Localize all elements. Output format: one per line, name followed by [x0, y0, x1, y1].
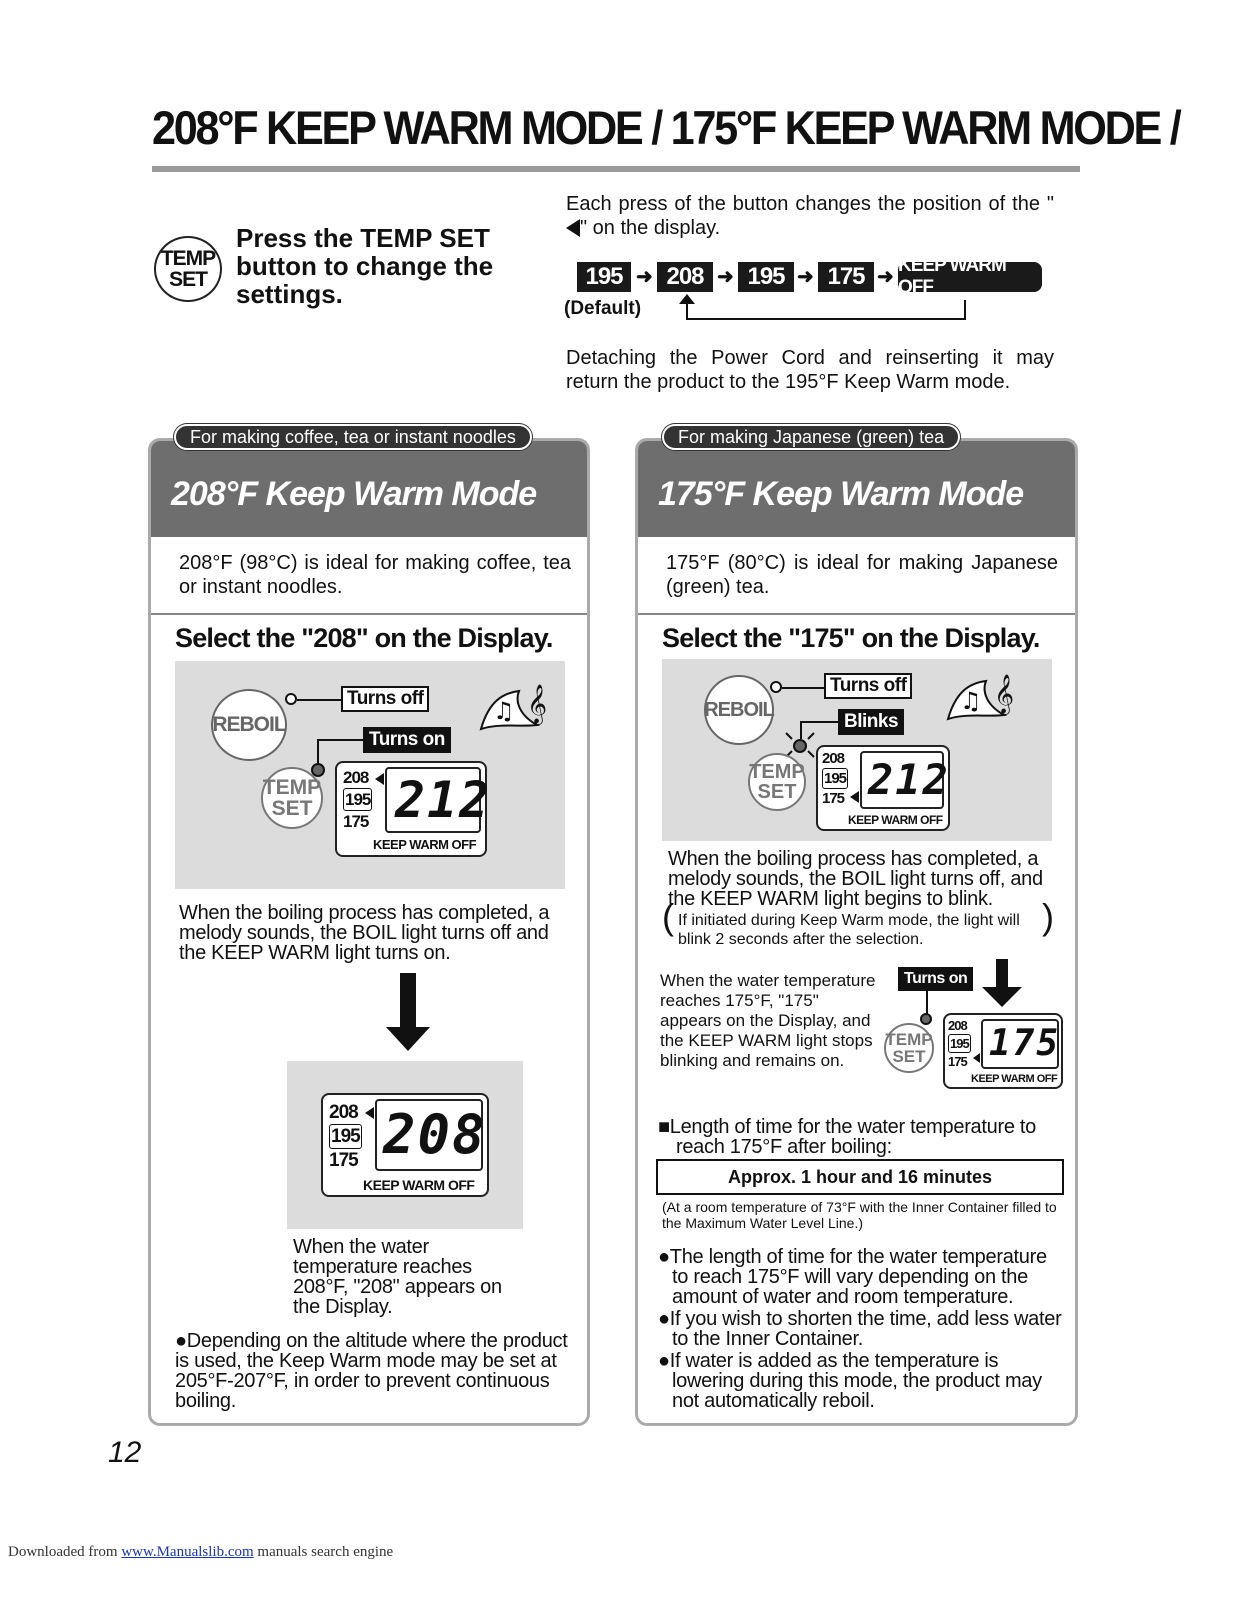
leader-line [782, 687, 826, 689]
reach-temp-text: When the water temperature reaches 175°F, "175" appears on the Display, and the KEEP WARM light stops blinking and remains on. [660, 971, 876, 1070]
temp-set-button-icon [748, 753, 806, 811]
manualslib-link[interactable]: www.Manualslib.com [121, 1544, 254, 1560]
keep-warm-off-label: KEEP WARM OFF [848, 813, 943, 827]
turns-off-label: Turns off [341, 686, 429, 712]
lcd-display [943, 1013, 1063, 1089]
page-number: 12 [108, 1436, 142, 1469]
lcd-display [335, 761, 492, 857]
default-label: (Default) [564, 298, 642, 319]
room-temp-note: (At a room temperature of 73°F with the Inner Container filled to the Maximum Water Level Line.) [662, 1199, 1057, 1231]
temp-line2: SET [271, 797, 313, 820]
leader-line [800, 721, 840, 723]
panel-description: 208°F (98°C) is ideal for making coffee, tea or instant noodles. [179, 552, 571, 598]
lcd-175: 175 [329, 1150, 358, 1171]
lcd-screen [981, 1019, 1059, 1069]
blink-note-text: If initiated during Keep Warm mode, the light will blink 2 seconds after the selection. [678, 912, 1020, 948]
lcd-display [321, 1093, 489, 1197]
lcd-screen [860, 751, 950, 809]
lcd-208: 208 [948, 1018, 967, 1033]
paren-close: ) [1042, 896, 1054, 937]
seq-arrow-icon: ➜ [877, 266, 894, 288]
lcd-temp-list [343, 767, 372, 832]
lcd-pointer-icon [973, 1053, 980, 1063]
lcd-temp-list [948, 1017, 971, 1070]
panel-title: 208°F Keep Warm Mode [171, 475, 537, 513]
press-text-a: Each press of the button changes the position of the " [566, 193, 1054, 215]
reach-temp-text: When the water temperature reaches 208°F, "208" appears on the Display. [293, 1236, 502, 1318]
svg-text:♫: ♫ [493, 697, 515, 725]
temp-set-button-icon [884, 1023, 934, 1073]
leader-line [926, 991, 928, 1015]
temp-line2: SET [757, 781, 797, 803]
bullet-item: ●If water is added as the temperature is lowering during this mode, the product may not automatically reboil. [658, 1350, 1042, 1412]
panel-rule [151, 613, 587, 615]
arrow-down-head-icon [386, 1027, 430, 1051]
lcd-175: 175 [343, 812, 369, 831]
badge-line1: TEMP [160, 247, 216, 270]
arrow-down-head-icon [982, 987, 1022, 1007]
press-text [566, 192, 1054, 240]
melody-icon [475, 671, 555, 751]
seq-arrow-icon: ➜ [797, 266, 814, 288]
lcd-readout: 212 [868, 755, 950, 804]
panel-title: 175°F Keep Warm Mode [658, 475, 1024, 513]
seq-item-195-default: 195 [577, 262, 631, 292]
boil-complete-text: When the boiling process has completed, a melody sounds, the BOIL light turns off, and the KEEP WARM light begins to blink. [668, 848, 1043, 910]
lcd-208: 208 [343, 768, 369, 787]
sequence-loop-line [686, 300, 966, 320]
lcd-screen [375, 1099, 487, 1171]
temp-set-badge [154, 236, 222, 302]
lcd-readout: 212 [395, 771, 492, 829]
keep-warm-off-label: KEEP WARM OFF [363, 1177, 475, 1193]
paren-open: ( [662, 896, 674, 937]
lcd-195: 195 [345, 790, 371, 809]
lcd-pointer-icon [375, 773, 384, 785]
blinks-label: Blinks [838, 709, 904, 735]
temp-line1: TEMP [262, 776, 322, 799]
turns-off-label: Turns off [824, 673, 912, 699]
lcd-175: 175 [948, 1054, 967, 1069]
lcd-pointer-icon [365, 1107, 374, 1119]
panel-208-mode [148, 438, 590, 1426]
footer-suffix: manuals search engine [253, 1544, 394, 1560]
svg-text:♫: ♫ [960, 687, 982, 715]
bullet-item: ●The length of time for the water temperature to reach 175°F will vary depending on the amount of water and room temperature. [658, 1246, 1047, 1308]
lcd-208: 208 [822, 750, 845, 767]
page-title: 208°F KEEP WARM MODE / 175°F KEEP WARM MODE / [152, 101, 1180, 154]
lcd-readout: 175 [989, 1023, 1061, 1064]
panel-tab-green-tea: For making Japanese (green) tea [662, 424, 960, 450]
panel-title-band [151, 441, 587, 537]
length-heading: ■Length of time for the water temperature to reach 175°F after boiling: [658, 1116, 1036, 1158]
reboil-button-icon: REBOIL [211, 689, 287, 761]
keep-warm-light-on-icon [920, 1013, 932, 1025]
keep-warm-off-label: KEEP WARM OFF [971, 1073, 1058, 1085]
panel-rule [638, 613, 1075, 615]
bullet-item: ●If you wish to shorten the time, add less water to the Inner Container. [658, 1308, 1062, 1350]
panel-175-mode [635, 438, 1078, 1426]
reboil-button-icon: REBOIL [704, 675, 774, 745]
seq-arrow-icon: ➜ [636, 266, 653, 288]
display-diagram-1 [662, 659, 1052, 841]
boil-light-off-icon [770, 681, 782, 693]
seq-item-175: 175 [818, 262, 874, 292]
temp-line1: TEMP [749, 761, 805, 783]
blink-note [662, 896, 1054, 953]
detach-note: Detaching the Power Cord and reinserting it may return the product to the 195°F Keep Warm mode. [566, 347, 1054, 393]
leader-line [317, 739, 363, 741]
svg-text:𝄞: 𝄞 [994, 674, 1015, 714]
badge-line2: SET [169, 268, 207, 291]
keep-warm-off-label: KEEP WARM OFF [373, 837, 477, 852]
leader-line [317, 739, 319, 765]
lcd-display [816, 745, 950, 831]
altitude-note: ●Depending on the altitude where the product is used, the Keep Warm mode may be set at 205°F-207°F, in order to prevent continuous boiling. [175, 1330, 568, 1412]
arrow-down-icon [996, 959, 1008, 989]
approx-time-box: Approx. 1 hour and 16 minutes [656, 1159, 1064, 1195]
lcd-175: 175 [822, 790, 845, 807]
select-heading: Select the "208" on the Display. [175, 623, 553, 653]
intro-heading: Press the TEMP SET button to change the settings. [236, 223, 494, 309]
temp-set-button-icon [261, 767, 323, 829]
lcd-195: 195 [824, 770, 847, 787]
melody-icon [942, 661, 1022, 741]
temp-line1: TEMP [885, 1030, 933, 1049]
press-text-b: " on the display. [580, 217, 721, 239]
lcd-195: 195 [950, 1036, 969, 1051]
select-heading: Select the "175" on the Display. [662, 623, 1040, 653]
title-rule [152, 166, 1080, 172]
panel-tab-coffee: For making coffee, tea or instant noodles [174, 424, 532, 450]
lcd-readout: 208 [383, 1103, 487, 1166]
footer-prefix: Downloaded from [8, 1544, 122, 1560]
loop-arrow-up-icon [679, 294, 695, 304]
seq-item-195: 195 [738, 262, 794, 292]
lcd-temp-list [329, 1101, 362, 1172]
temp-line2: SET [892, 1047, 926, 1066]
panel-title-band [638, 441, 1075, 537]
lcd-screen [385, 767, 492, 833]
seq-item-208: 208 [657, 262, 713, 292]
svg-text:𝄞: 𝄞 [527, 684, 548, 724]
boil-complete-text: When the boiling process has completed, a melody sounds, the BOIL light turns off and the KEEP WARM light turns on. [179, 902, 550, 964]
display-diagram-1 [175, 661, 565, 889]
lcd-pointer-icon [850, 791, 859, 803]
panel-description: 175°F (80°C) is ideal for making Japanese (green) tea. [666, 552, 1058, 598]
seq-arrow-icon: ➜ [717, 266, 734, 288]
display-diagram-2 [287, 1061, 523, 1229]
boil-light-off-icon [285, 693, 297, 705]
turns-on-label: Turns on [898, 967, 973, 991]
footer [8, 1544, 393, 1561]
lcd-temp-list [822, 749, 848, 808]
seq-item-keep-warm-off: KEEP WARM OFF [898, 262, 1042, 292]
leader-line [297, 699, 343, 701]
lcd-195: 195 [331, 1126, 360, 1147]
pointer-triangle-icon [566, 219, 580, 237]
arrow-down-icon [400, 973, 416, 1029]
lcd-208: 208 [329, 1102, 358, 1123]
turns-on-label: Turns on [363, 727, 451, 753]
